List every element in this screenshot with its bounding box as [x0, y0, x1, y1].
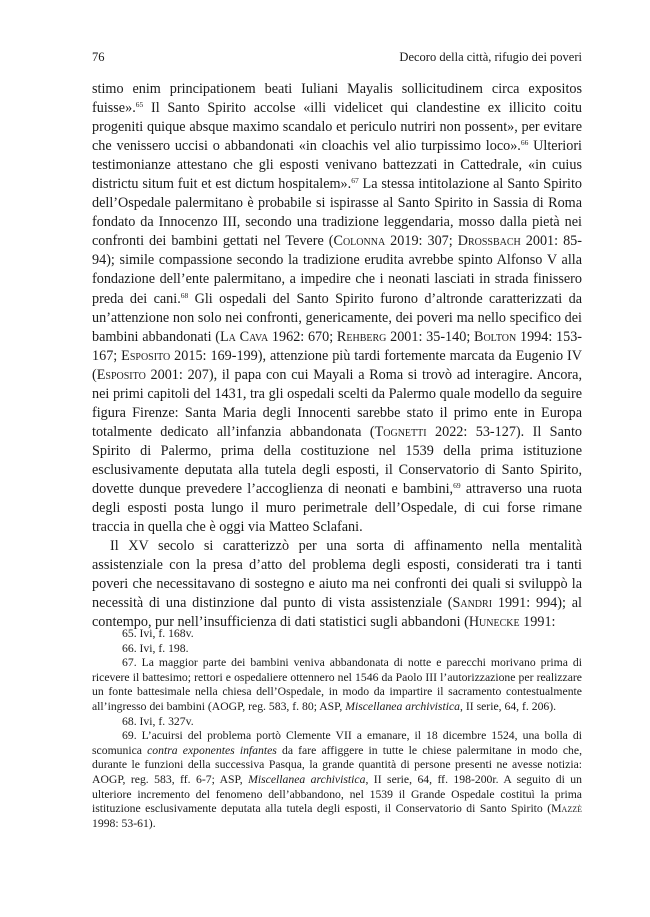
running-head — [92, 50, 582, 65]
text-segment: attraverso una ruota degli esposti posta lungo il muro perimetrale dell’Ospedale, di cui forse rimane traccia in quella che è oggi via Matteo Sclafani. — [92, 480, 582, 536]
latin-phrase: contra exponentes infantes — [147, 743, 277, 757]
citation-author: Drossbach — [457, 233, 521, 250]
page-number: 76 — [92, 50, 105, 64]
running-title: Decoro della città, rifugio dei poveri — [399, 50, 582, 64]
text-segment: 2022: 53-127). Il Santo Spirito di Palermo, prima della costituzione nel 1539 della prima istituzione esclusivamente deputata alla tutela degli esposti, il Conservatorio di Santo Spirito, dovette dunque prevedere l’accoglienza di neonati e bambini, — [92, 423, 582, 497]
text-segment: stimo enim principationem beati Iuliani Mayalis sollicitudinem circa expositos fuisse». — [92, 81, 582, 117]
footnote-66: 66. Ivi, f. 198. — [122, 641, 189, 655]
footnote-ref-65[interactable]: 65 — [135, 100, 144, 110]
footnote-67 — [92, 656, 582, 714]
text-segment: Il Santo Spirito accolse «illi videlicet qui clandestine ex illicito coitu progeniti quique absque maximo scandalo et periculo nutriri non possent», per evitare che venissero uccisi o abbandonati «in cloachis vel alio turpissimo loco». — [92, 100, 582, 155]
text-segment: La stessa intitolazione al Santo Spirito dell’Ospedale palermitano è probabile si ispirasse al Santo Spirito in Sassia di Roma fondato da Innocenzo III, secondo una tradizione leggendaria, mosso dalla pietà nei confronti dei bambini gettati nel Tevere ( — [92, 176, 582, 250]
text-segment: 67. La maggior parte dei bambini veniva abbandonata di notte e parecchi morivano prima di ricevere il battesimo; rettori e ospedaliere ottennero nel 1546 da Paolo III l’autorizzazione per realizzare un fonte battesimale nella chiesa dell’Ospedale, in modo da impartire il sacramento contestualmente all’ingresso dei bambini (AOGP, reg. 583, f. 80; ASP, — [92, 656, 582, 713]
archive-title: Miscellanea archivistica — [248, 772, 366, 786]
citation-author: Esposito — [96, 366, 146, 383]
text-segment: 2019: 307; — [385, 233, 458, 250]
text-segment: 1991: — [519, 614, 556, 631]
paragraph-1 — [92, 80, 582, 537]
citation-author: Colonna — [333, 233, 386, 250]
text-segment: 2001: 207), il papa con cui Mayali a Roma si trovò ad interagire. Ancora, nei primi capitoli del 1431, tra gli ospedali scelti da Palermo quale modello da seguire figura Firenze: Santa Maria degli Innocenti sarebbe stato il primo ente in Europa totalmente dedicato all’infanzia abbandonata ( — [92, 366, 582, 440]
text-segment: 69. L’acuirsi del problema portò Clemente VII a emanare, il 18 dicembre 1524, una bolla di scomunica — [92, 729, 582, 757]
citation-author: Sandri — [452, 595, 493, 612]
citation-author: Tognetti — [374, 423, 427, 440]
text-segment: 1962: 670; — [268, 328, 337, 345]
text-segment: 2001: 35-140; — [386, 328, 474, 345]
archive-title: Miscellanea archivistica — [345, 699, 461, 713]
text-segment: Ulteriori testimonianze attestano che gli esposti venivano battezzati in Cattedrale, «in cuius districtu situm fuit et est dictum hospitalem». — [92, 138, 582, 193]
footnotes — [92, 627, 582, 831]
footnote-ref-69[interactable]: 69 — [453, 480, 461, 490]
text-segment: 2015: 169-199), attenzione più tardi fortemente marcata da Eugenio IV ( — [92, 347, 582, 383]
footnote-ref-68[interactable]: 68 — [180, 290, 189, 300]
text-segment: 2001: 85-94); simile compassione secondo la tradizione erudita avrebbe spinto Alfonso V alla fondazione dell’ente palermitano, a impedire che i neonati lasciati in strada finissero preda dei cani. — [92, 233, 582, 307]
citation-author: Hunecke — [468, 614, 520, 631]
text-segment: 1998: 53-61). — [92, 816, 156, 830]
text-segment: da fare affiggere in tutte le chiese palermitane in modo che, durante le funzioni della successiva Pasqua, la grande quantità di persone presenti ne avesse notizia: AOGP, reg. 583, ff. 6-7; ASP, — [92, 743, 582, 786]
text-segment: Il XV secolo si caratterizzò per una sorta di affinamento nella mentalità assistenziale con la presa d’atto del problema degli esposti, considerati tra i tanti poveri che necessitavano di sostegno e aiuto ma nei confronti dei quali si sviluppò la necessità di una distinzione dal punto di vista assistenziale ( — [92, 538, 582, 612]
citation-author: Esposito — [121, 347, 171, 364]
footnote-68: 68. Ivi, f. 327v. — [122, 714, 194, 728]
text-segment: 1994: 153-167; — [92, 328, 583, 364]
text-segment: , II serie, 64, ff. 198-200r. A seguito di un ulteriore incremento del fenomeno dell’abbandono, nel 1539 il Grande Ospedale costituì la prima istituzione esclusivamente deputata alla tutela degli esposti, il Conservatorio di Santo Spirito ( — [92, 772, 582, 816]
footnote-ref-67[interactable]: 67 — [351, 176, 359, 186]
citation-author: Rehberg — [336, 328, 387, 345]
text-segment: , II serie, 64, f. 206). — [460, 699, 557, 713]
text-segment: 1991: 994); al contempo, pur nell’insufficienza di dati statistici sugli abbandoni ( — [92, 595, 582, 631]
paragraph-2 — [92, 537, 582, 632]
citation-author: La Cava — [220, 328, 269, 345]
footnote-69 — [92, 729, 582, 831]
text-segment: Gli ospedali del Santo Spirito furono d’altronde caratterizzati da un’attenzione non solo nei confronti, genericamente, dei poveri ma nello specifico dei bambini abbandonati ( — [92, 290, 582, 345]
citation-author: Mazzè — [551, 802, 582, 816]
main-text — [92, 80, 582, 632]
footnote-65: 65. Ivi, f. 168v. — [122, 627, 194, 640]
citation-author: Bolton — [474, 328, 517, 345]
footnote-ref-66[interactable]: 66 — [520, 138, 529, 148]
